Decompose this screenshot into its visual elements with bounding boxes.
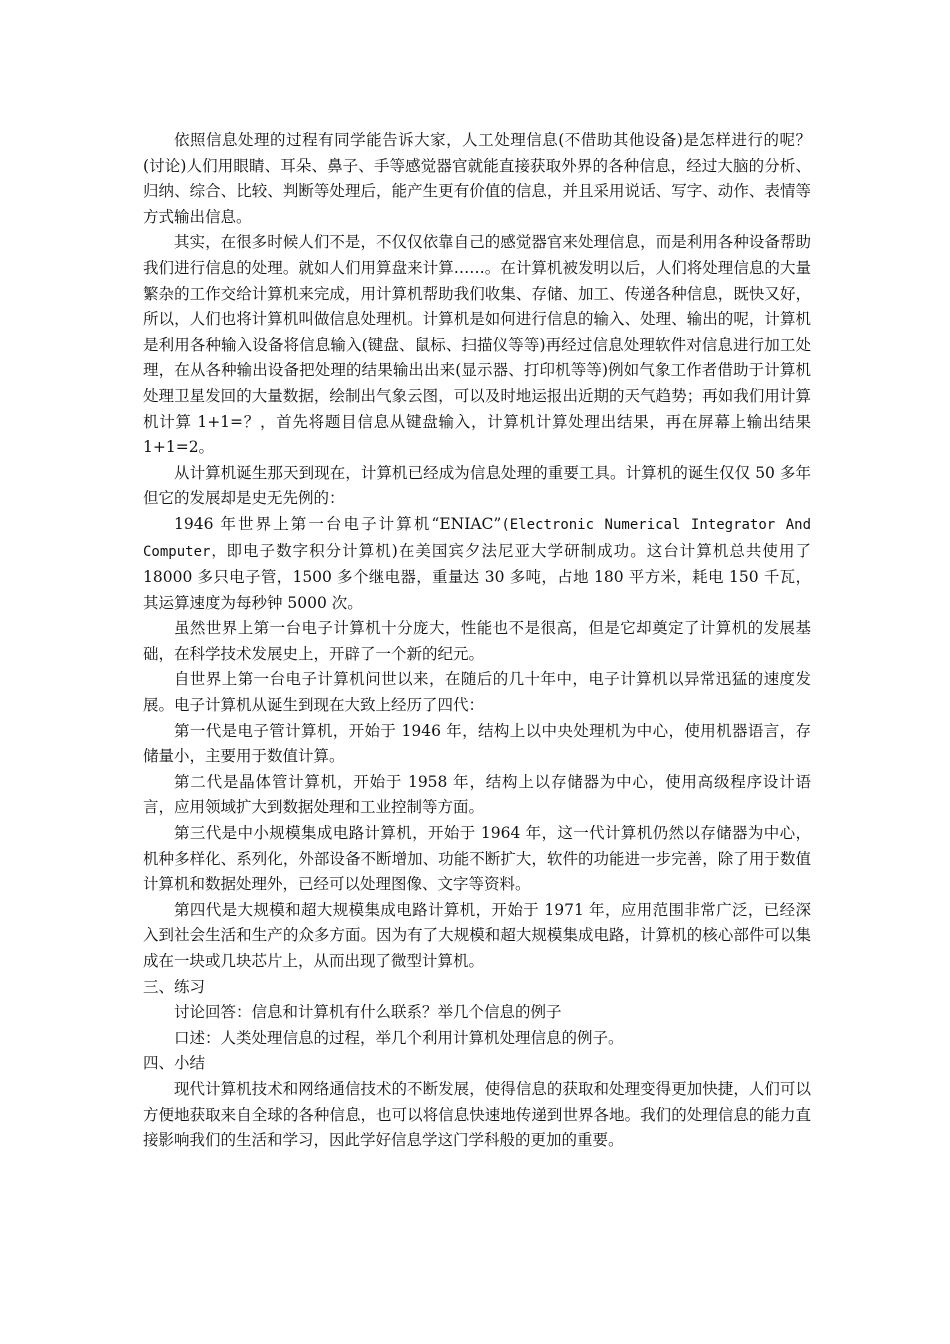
paragraph-generation-4: 第四代是大规模和超大规模集成电路计算机，开始于 1971 年，应用范围非常广泛，已经深入到社会生活和生产的众多方面。因为有了大规模和超大规模集成电路，计算机的核心部件可以集成在一块或几块芯片上，从而出现了微型计算机。 — [143, 900, 811, 970]
paragraph-manual-processing: 依照信息处理的过程有同学能告诉大家，人工处理信息(不借助其他设备)是怎样进行的呢？(讨论)人们用眼睛、耳朵、鼻子、手等感觉器官就能直接获取外界的各种信息，经过大脑的分析、归纳、综合、比较、判断等处理后，能产生更有价值的信息，并且采用说话、写字、动作、表情等方式输出信息。 — [143, 131, 811, 226]
exercise-item-discussion: 讨论回答：信息和计算机有什么联系？举几个信息的例子 — [174, 1003, 562, 1022]
section-heading-exercises: 三、练习 — [143, 977, 206, 996]
eniac-details-text: 即电子数字积分计算机)在美国宾夕法尼亚大学研制成功。这台计算机总共使用了 18000 多只电子管，1500 多个继电器，重量达 30 多吨，占地 180 平方米，耗电 150 千瓦，其运算速度为每秒钟 5000 次。 — [143, 541, 811, 612]
paragraph-generation-2: 第二代是晶体管计算机，开始于 1958 年，结构上以存储器为中心，使用高级程序设计语言，应用领域扩大到数据处理和工业控制等方面。 — [143, 772, 811, 817]
paragraph-generation-3: 第三代是中小规模集成电路计算机，开始于 1964 年，这一代计算机仍然以存储器为中心，机种多样化、系列化，外部设备不断增加、功能不断扩大，软件的功能进一步完善，除了用于数值计算机和数据处理外，已经可以处理图像、文字等资料。 — [143, 824, 811, 894]
section-heading-summary: 四、小结 — [143, 1054, 206, 1073]
paragraph-four-generations-intro: 自世界上第一台电子计算机问世以来，在随后的几十年中，电子计算机以异常迅猛的速度发展。电子计算机从诞生到现在大致上经历了四代： — [143, 670, 811, 715]
eniac-full-name: (Electronic Numerical Integrator And Computer， — [143, 516, 812, 560]
paragraph-eniac — [143, 512, 811, 616]
paragraph-device-processing: 其实，在很多时候人们不是，不仅仅依靠自己的感觉器官来处理信息，而是利用各种设备帮助我们进行信息的处理。就如人们用算盘来计算……。在计算机被发明以后，人们将处理信息的大量繁杂的工作交给计算机来完成，用计算机帮助我们收集、存储、加工、传递各种信息，既快又好，所以，人们也将计算机叫做信息处理机。计算机是如何进行信息的输入、处理、输出的呢，计算机是利用各种输入设备将信息输入(键盘、鼠标、扫描仪等等)再经过信息处理软件对信息进行加工处理，在从各种输出设备把处理的结果输出出来(显示器、打印机等等)例如气象工作者借助于计算机处理卫星发回的大量数据，绘制出气象云图，可以及时地运报出近期的天气趋势；再如我们用计算机计算 1+1=？，首先将题目信息从键盘输入，计算机计算处理出结果，再在屏幕上输出结果 1+1=2。 — [143, 233, 811, 457]
paragraph-summary: 现代计算机技术和网络通信技术的不断发展，使得信息的获取和处理变得更加快捷，人们可以方便地获取来自全球的各种信息，也可以将信息快速地传递到世界各地。我们的处理信息的能力直接影响我们的生活和学习，因此学好信息学这门学科般的更加的重要。 — [143, 1079, 811, 1150]
paragraph-eniac-significance: 虽然世界上第一台电子计算机十分庞大，性能也不是很高，但是它却奠定了计算机的发展基础，在科学技术发展史上，开辟了一个新的纪元。 — [143, 619, 811, 663]
document-page — [143, 128, 811, 1154]
exercise-item-oral: 口述：人类处理信息的过程，举几个利用计算机处理信息的例子。 — [174, 1028, 624, 1047]
paragraph-computer-history-intro: 从计算机诞生那天到现在，计算机已经成为信息处理的重要工具。计算机的诞生仅仅 50 多年但它的发展却是史无先例的： — [143, 463, 811, 508]
eniac-intro-text: 1946 年世界上第一台电子计算机“ENIAC” — [174, 514, 502, 533]
paragraph-generation-1: 第一代是电子管计算机，开始于 1946 年，结构上以中央处理机为中心，使用机器语言，存储量小，主要用于数值计算。 — [143, 721, 811, 766]
